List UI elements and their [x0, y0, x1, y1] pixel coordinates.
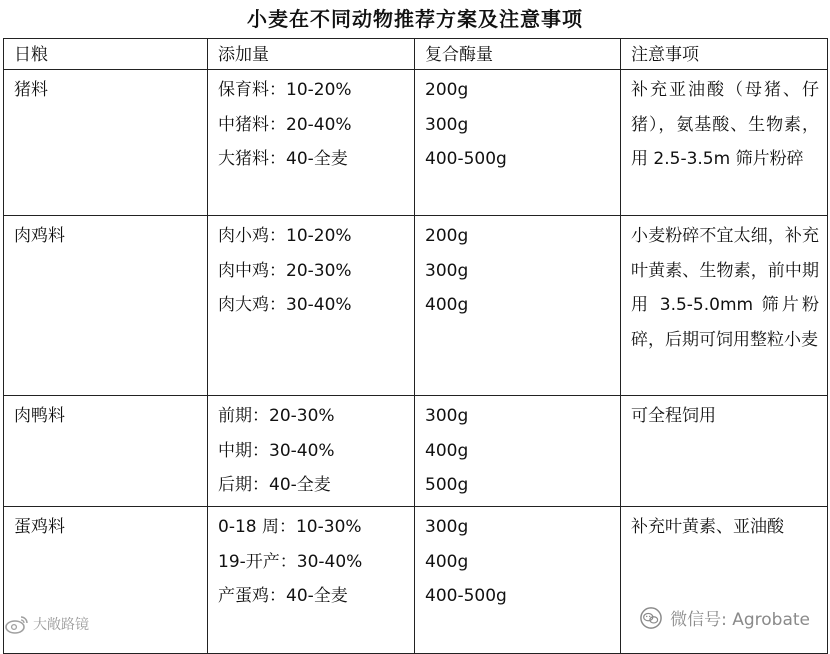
table-row	[4, 216, 828, 396]
enzyme-cell	[415, 70, 621, 216]
enzyme-item: 300g	[425, 517, 469, 537]
notes-text: 小麦粉碎不宜太细，补充叶黄素、生物素，前中期用 3.5-5.0mm 筛片粉碎，后期可饲用整粒小麦	[631, 226, 819, 350]
amount-item: 中猪料：20-40%	[218, 114, 352, 135]
amount-item: 0-18 周：10-30%	[218, 517, 362, 537]
wechat-icon	[638, 607, 664, 629]
table-row	[4, 396, 828, 507]
diet-cell	[4, 216, 208, 396]
notes-text: 补充亚油酸（母猪、仔猪），氨基酸、生物素，用 2.5-3.5m 筛片粉碎	[631, 80, 819, 169]
notes-text: 补充叶黄素、亚油酸	[631, 517, 784, 537]
notes-text: 可全程饲用	[631, 406, 716, 426]
notes-cell	[621, 216, 828, 396]
enzyme-cell	[415, 507, 621, 654]
diet-cell	[4, 70, 208, 216]
header-amount: 添加量	[208, 39, 415, 70]
table-header-row	[4, 39, 828, 70]
source-watermark	[4, 613, 89, 635]
enzyme-item: 400g	[425, 295, 469, 315]
recommendation-table	[3, 38, 828, 654]
header-notes: 注意事项	[621, 39, 828, 70]
amount-item: 19-开产：30-40%	[218, 551, 363, 572]
amount-item: 肉小鸡：10-20%	[218, 226, 352, 246]
wechat-watermark-text: 微信号: Agrobate	[670, 610, 810, 630]
wechat-watermark	[638, 605, 810, 630]
enzyme-item: 400-500g	[425, 149, 507, 169]
notes-cell	[621, 507, 828, 654]
source-watermark-text: 大敞路镜	[33, 617, 89, 633]
amount-cell	[208, 507, 415, 654]
diet-name: 肉鸭料	[14, 406, 65, 426]
amount-item: 产蛋鸡：40-全麦	[218, 586, 348, 606]
amount-item: 肉大鸡：30-40%	[218, 295, 352, 315]
amount-item: 保育料：10-20%	[218, 80, 352, 100]
enzyme-item: 400g	[425, 551, 469, 572]
enzyme-item: 300g	[425, 260, 469, 281]
enzyme-item: 200g	[425, 80, 469, 100]
diet-cell	[4, 396, 208, 507]
amount-item: 前期：20-30%	[218, 406, 335, 426]
table-title: 小麦在不同动物推荐方案及注意事项	[247, 7, 583, 31]
weibo-icon	[4, 613, 30, 635]
enzyme-cell	[415, 396, 621, 507]
amount-cell	[208, 70, 415, 216]
enzyme-item: 400-500g	[425, 586, 507, 606]
amount-item: 后期：40-全麦	[218, 475, 331, 495]
enzyme-item: 300g	[425, 114, 469, 135]
diet-name: 蛋鸡料	[14, 517, 65, 537]
table-row	[4, 507, 828, 654]
enzyme-cell	[415, 216, 621, 396]
header-diet: 日粮	[4, 39, 208, 70]
notes-cell	[621, 70, 828, 216]
amount-cell	[208, 216, 415, 396]
amount-item: 大猪料：40-全麦	[218, 149, 348, 169]
amount-item: 肉中鸡：20-30%	[218, 260, 352, 281]
enzyme-item: 300g	[425, 406, 469, 426]
diet-name: 肉鸡料	[14, 226, 65, 246]
enzyme-item: 500g	[425, 475, 469, 495]
amount-item: 中期：30-40%	[218, 440, 335, 461]
enzyme-item: 200g	[425, 226, 469, 246]
header-enzyme: 复合酶量	[415, 39, 621, 70]
enzyme-item: 400g	[425, 440, 469, 461]
amount-cell	[208, 396, 415, 507]
table-row	[4, 70, 828, 216]
notes-cell	[621, 396, 828, 507]
diet-name: 猪料	[14, 80, 48, 100]
